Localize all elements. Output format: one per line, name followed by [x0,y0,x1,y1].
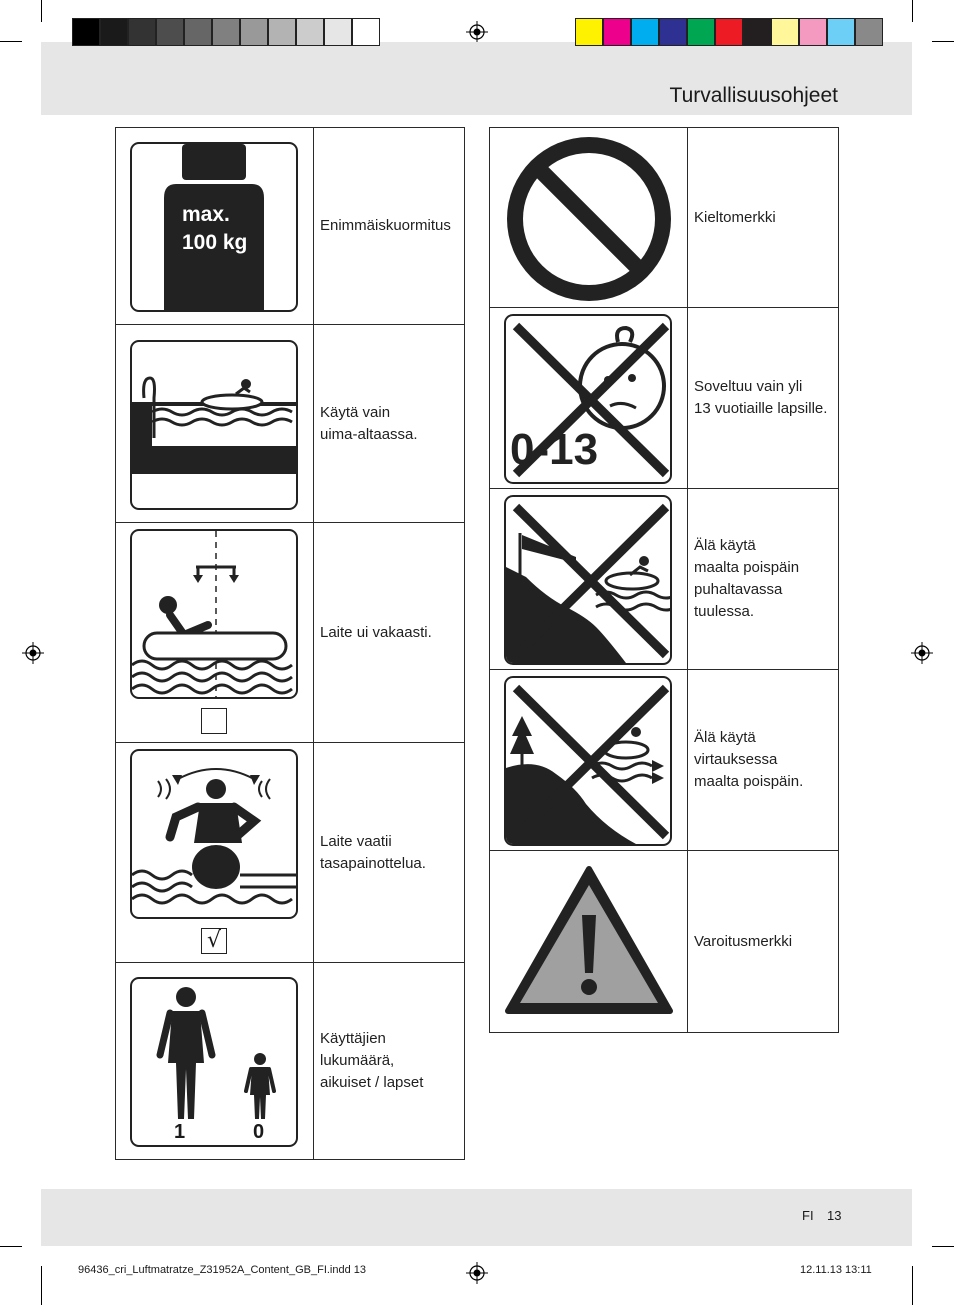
crop-mark [41,0,42,22]
crop-mark [912,0,913,22]
crop-mark [41,1266,42,1305]
color-swatch [212,18,240,46]
color-swatch [771,18,799,46]
stable-checkbox [201,708,227,734]
symbol-label: Kieltomerkki [688,128,839,308]
registration-mark-icon [466,21,488,43]
symbol-label: Käyttäjien lukumäärä, aikuiset / lapset [314,963,465,1160]
symbol-cell [116,963,314,1160]
color-swatch [743,18,771,46]
adults-count: 1 [174,1121,186,1143]
symbol-label: Varoitusmerkki [688,851,839,1033]
table-row [490,670,839,851]
registration-mark-icon [911,642,933,664]
left-symbol-table [115,127,465,1160]
symbol-cell [116,743,314,963]
color-swatch [156,18,184,46]
users-count-icon [130,977,298,1147]
symbol-cell [490,851,688,1033]
symbol-cell [116,128,314,325]
color-swatch [184,18,212,46]
color-swatch [575,18,603,46]
symbol-cell [116,523,314,743]
symbol-label: Älä käytä maalta poispäin puhaltavassa tuulessa. [688,489,839,670]
color-swatch [855,18,883,46]
children-count: 0 [253,1121,265,1143]
color-swatch [100,18,128,46]
color-swatch [827,18,855,46]
warning-sign-icon [504,865,674,1017]
symbol-cell [116,325,314,523]
max-weight-value: 100 kg [182,231,248,254]
right-symbol-table [489,127,839,1033]
table-row [116,523,465,743]
no-offshore-current-icon [504,676,672,846]
color-swatch [715,18,743,46]
max-load-weight-icon [130,142,298,312]
symbol-label: Käytä vain uima-altaassa. [314,325,465,523]
color-swatch [240,18,268,46]
age-restriction-icon [504,314,672,484]
crop-mark [932,41,954,42]
crop-mark [0,41,22,42]
table-row [116,325,465,523]
symbol-label: Laite ui vakaasti. [314,523,465,743]
crop-mark [0,1246,22,1247]
color-swatch [659,18,687,46]
color-swatch [324,18,352,46]
color-swatch [296,18,324,46]
color-swatch [687,18,715,46]
color-swatch [799,18,827,46]
table-row [490,851,839,1033]
table-row [490,128,839,308]
floats-stable-icon [130,529,298,699]
color-swatch [128,18,156,46]
language-code: FI [802,1208,814,1223]
symbol-label: Soveltuu vain yli 13 vuotiaille lapsille. [688,308,839,489]
symbol-label: Enimmäiskuormitus [314,128,465,325]
color-swatch [352,18,380,46]
color-swatch [631,18,659,46]
table-row [116,963,465,1160]
symbol-cell [490,489,688,670]
symbol-label: Laite vaatii tasapainottelua. [314,743,465,963]
registration-mark-icon [466,1262,488,1284]
balance-checkbox: √ [201,928,227,954]
page-title: Turvallisuusohjeet [669,84,838,107]
page-number: 13 [827,1208,842,1223]
crop-mark [932,1246,954,1247]
crop-mark [912,1266,913,1305]
symbol-cell [490,670,688,851]
age-range: 0-13 [510,425,599,474]
color-swatch [603,18,631,46]
max-label: max. [182,203,230,226]
footer-band [41,1189,912,1246]
table-row [116,128,465,325]
color-swatch [268,18,296,46]
symbol-cell [490,128,688,308]
table-row [490,489,839,670]
pool-only-icon [130,340,298,510]
table-row [490,308,839,489]
symbol-cell [490,308,688,489]
slug-date-info: 12.11.13 13:11 [800,1264,872,1276]
table-row [116,743,465,963]
prohibition-sign-icon [504,134,674,304]
registration-mark-icon [22,642,44,664]
balance-required-icon [130,749,298,919]
symbol-label: Älä käytä virtauksessa maalta poispäin. [688,670,839,851]
color-swatch [72,18,100,46]
slug-file-info: 96436_cri_Luftmatratze_Z31952A_Content_GB_FI.indd 13 [78,1264,367,1276]
no-offshore-wind-icon [504,495,672,665]
